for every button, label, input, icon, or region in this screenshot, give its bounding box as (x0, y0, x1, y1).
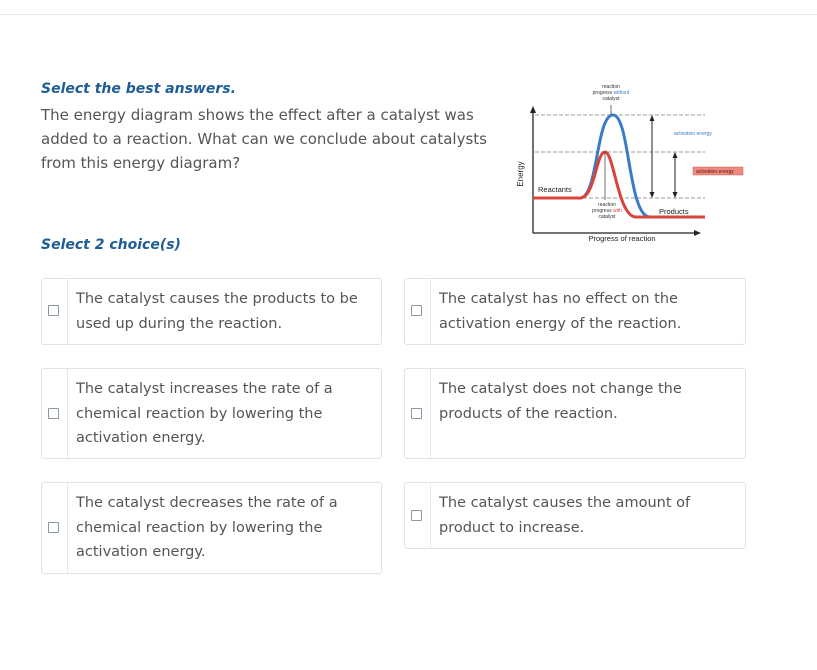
checkbox[interactable] (48, 305, 59, 316)
blue-activation-label: activation energy (674, 131, 712, 137)
checkbox[interactable] (48, 522, 59, 533)
checkbox-column (405, 369, 431, 458)
choice-2[interactable] (404, 278, 746, 345)
x-axis-arrow (694, 230, 701, 236)
choice-text: The catalyst increases the rate of a chemical reaction by lowering the activation energy. (76, 381, 333, 446)
with-catalyst-line2: progress with (592, 208, 622, 214)
checkbox[interactable] (411, 305, 422, 316)
blue-arrow-head-bottom (650, 192, 655, 198)
without-catalyst-line3: catalyst (602, 96, 620, 102)
checkbox-column (42, 279, 68, 344)
choice-3[interactable] (41, 368, 382, 459)
checkbox[interactable] (411, 408, 422, 419)
checkbox-column (405, 279, 431, 344)
choice-1[interactable] (41, 278, 382, 345)
energy-diagram (510, 78, 734, 248)
red-arrow-head-top (673, 152, 678, 158)
with-catalyst-line3: catalyst (598, 214, 616, 220)
choice-5[interactable] (41, 482, 382, 574)
checkbox[interactable] (48, 408, 59, 419)
question-text: The energy diagram shows the effect after a catalyst was added to a reaction. What can we conclude about catalysts from this energy diagram? (41, 106, 487, 172)
checkbox-column (42, 483, 68, 573)
choice-text: The catalyst has no effect on the activation energy of the reaction. (439, 291, 682, 332)
checkbox-column (405, 483, 431, 548)
choice-text: The catalyst does not change the products of the reaction. (439, 381, 682, 422)
y-axis-arrow (530, 106, 536, 113)
y-axis-label: Energy (516, 161, 525, 187)
without-catalyst-line1: reaction (602, 84, 620, 90)
reactants-label: Reactants (538, 185, 572, 194)
x-axis-label: Progress of reaction (588, 234, 656, 243)
choice-text: The catalyst causes the amount of product to increase. (439, 495, 691, 536)
red-arrow-head-bottom (673, 192, 678, 198)
checkbox-column (42, 369, 68, 458)
without-catalyst-line2: progress without (592, 90, 630, 96)
red-activation-label: activation energy (696, 169, 734, 175)
choice-text: The catalyst causes the products to be used up during the reaction. (76, 291, 358, 332)
choice-6[interactable] (404, 482, 746, 549)
with-catalyst-line1: reaction (598, 202, 616, 208)
choice-4[interactable] (404, 368, 746, 459)
products-label: Products (659, 207, 689, 216)
instruction-heading: Select the best answers. (41, 81, 236, 97)
choice-text: The catalyst decreases the rate of a chemical reaction by lowering the activation energy. (76, 495, 338, 560)
checkbox[interactable] (411, 510, 422, 521)
select-count-prompt: Select 2 choice(s) (41, 237, 181, 253)
blue-arrow-head-top (650, 115, 655, 121)
top-divider (0, 14, 817, 15)
